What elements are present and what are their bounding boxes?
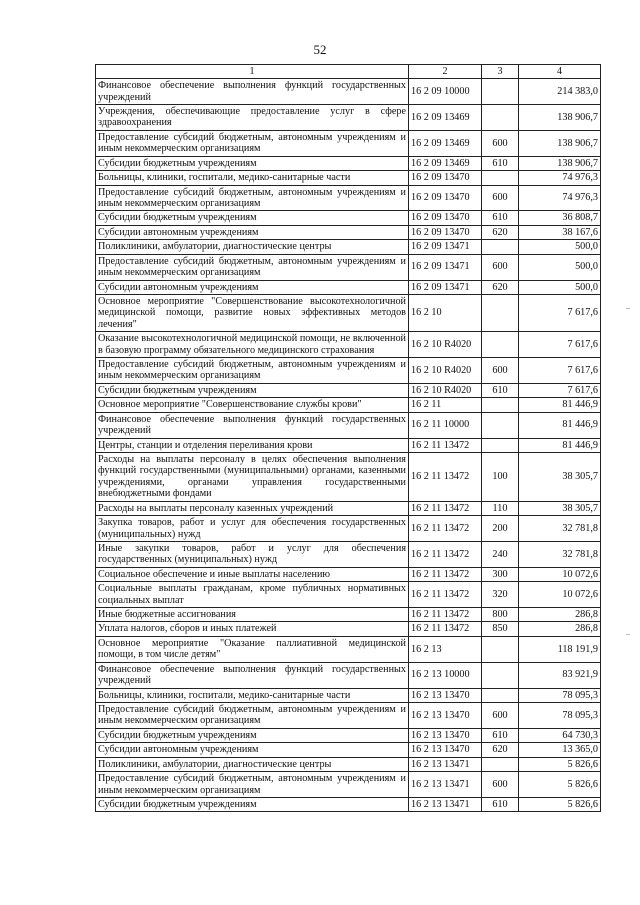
row-name: Финансовое обеспечение выполнения функций государственных учреждений bbox=[96, 662, 409, 688]
table-row bbox=[96, 332, 601, 358]
row-expense-type bbox=[482, 412, 519, 438]
row-amount: 286,8 bbox=[519, 608, 601, 622]
row-expense-type: 610 bbox=[482, 211, 519, 225]
table-row bbox=[96, 516, 601, 542]
row-code: 16 2 09 13471 bbox=[409, 254, 482, 280]
row-name: Закупка товаров, работ и услуг для обеспечения государственных (муниципальных) нужд bbox=[96, 516, 409, 542]
row-code: 16 2 13 bbox=[409, 636, 482, 662]
row-expense-type: 620 bbox=[482, 280, 519, 294]
row-expense-type: 850 bbox=[482, 622, 519, 636]
row-expense-type: 620 bbox=[482, 225, 519, 239]
row-code: 16 2 11 10000 bbox=[409, 412, 482, 438]
row-name: Учреждения, обеспечивающие предоставление услуг в сфере здравоохранения bbox=[96, 105, 409, 131]
row-code: 16 2 11 13472 bbox=[409, 438, 482, 452]
row-expense-type bbox=[482, 636, 519, 662]
row-amount: 36 808,7 bbox=[519, 211, 601, 225]
row-code: 16 2 10 R4020 bbox=[409, 332, 482, 358]
row-amount: 74 976,3 bbox=[519, 185, 601, 211]
table-row bbox=[96, 211, 601, 225]
row-amount: 81 446,9 bbox=[519, 438, 601, 452]
table-row bbox=[96, 703, 601, 729]
row-code: 16 2 11 13472 bbox=[409, 516, 482, 542]
table-row bbox=[96, 398, 601, 412]
row-code: 16 2 11 13472 bbox=[409, 608, 482, 622]
column-header-1: 1 bbox=[96, 65, 409, 79]
row-amount: 7 617,6 bbox=[519, 383, 601, 397]
table-row bbox=[96, 743, 601, 757]
table-row bbox=[96, 662, 601, 688]
table-row bbox=[96, 608, 601, 622]
header-row bbox=[96, 65, 601, 79]
table-row bbox=[96, 582, 601, 608]
table-row bbox=[96, 156, 601, 170]
table-row bbox=[96, 358, 601, 384]
row-code: 16 2 11 13472 bbox=[409, 453, 482, 502]
row-amount: 78 095,3 bbox=[519, 703, 601, 729]
row-expense-type: 300 bbox=[482, 567, 519, 581]
row-code: 16 2 13 13470 bbox=[409, 703, 482, 729]
row-name: Предоставление субсидий бюджетным, автономным учреждениям и иным некоммерческим организациям bbox=[96, 254, 409, 280]
row-amount: 10 072,6 bbox=[519, 567, 601, 581]
row-amount: 38 167,6 bbox=[519, 225, 601, 239]
row-expense-type: 320 bbox=[482, 582, 519, 608]
row-name: Субсидии бюджетным учреждениям bbox=[96, 383, 409, 397]
row-code: 16 2 10 R4020 bbox=[409, 358, 482, 384]
table-row bbox=[96, 280, 601, 294]
row-expense-type: 100 bbox=[482, 453, 519, 502]
row-expense-type: 600 bbox=[482, 703, 519, 729]
row-code: 16 2 13 13470 bbox=[409, 743, 482, 757]
row-code: 16 2 09 13469 bbox=[409, 156, 482, 170]
row-name: Основное мероприятие "Совершенствование высокотехнологичной медицинской помощи, развитие новых эффективных методов лечения" bbox=[96, 294, 409, 331]
budget-table bbox=[95, 64, 601, 812]
table-row bbox=[96, 105, 601, 131]
table-row bbox=[96, 567, 601, 581]
row-amount: 13 365,0 bbox=[519, 743, 601, 757]
row-expense-type bbox=[482, 662, 519, 688]
row-name: Поликлиники, амбулатории, диагностические центры bbox=[96, 240, 409, 254]
row-expense-type: 620 bbox=[482, 743, 519, 757]
row-amount: 38 305,7 bbox=[519, 453, 601, 502]
row-name: Субсидии бюджетным учреждениям bbox=[96, 797, 409, 811]
row-expense-type: 600 bbox=[482, 772, 519, 798]
row-code: 16 2 11 13472 bbox=[409, 622, 482, 636]
table-row bbox=[96, 438, 601, 452]
table-row bbox=[96, 541, 601, 567]
row-amount: 214 383,0 bbox=[519, 79, 601, 105]
row-name: Уплата налогов, сборов и иных платежей bbox=[96, 622, 409, 636]
row-expense-type bbox=[482, 105, 519, 131]
column-header-2: 2 bbox=[409, 65, 482, 79]
table-row bbox=[96, 130, 601, 156]
row-expense-type: 800 bbox=[482, 608, 519, 622]
row-amount: 138 906,7 bbox=[519, 156, 601, 170]
row-name: Субсидии бюджетным учреждениям bbox=[96, 728, 409, 742]
row-name: Предоставление субсидий бюджетным, автономным учреждениям и иным некоммерческим организациям bbox=[96, 703, 409, 729]
row-amount: 81 446,9 bbox=[519, 412, 601, 438]
row-name: Расходы на выплаты персоналу в целях обеспечения выполнения функций государственными (муниципальными) органами, казенными учреждениями, органами управления государственными внебюджетными фондами bbox=[96, 453, 409, 502]
row-name: Субсидии автономным учреждениям bbox=[96, 743, 409, 757]
row-name: Субсидии автономным учреждениям bbox=[96, 225, 409, 239]
table-row bbox=[96, 622, 601, 636]
row-code: 16 2 09 13470 bbox=[409, 171, 482, 185]
row-expense-type: 240 bbox=[482, 541, 519, 567]
row-expense-type: 610 bbox=[482, 156, 519, 170]
row-expense-type bbox=[482, 240, 519, 254]
table-row bbox=[96, 294, 601, 331]
row-expense-type: 600 bbox=[482, 358, 519, 384]
table-row bbox=[96, 688, 601, 702]
row-amount: 7 617,6 bbox=[519, 358, 601, 384]
row-name: Основное мероприятие "Оказание паллиативной медицинской помощи, в том числе детям" bbox=[96, 636, 409, 662]
row-name: Социальные выплаты гражданам, кроме публичных нормативных социальных выплат bbox=[96, 582, 409, 608]
row-amount: 38 305,7 bbox=[519, 501, 601, 515]
row-name: Субсидии бюджетным учреждениям bbox=[96, 156, 409, 170]
row-amount: 138 906,7 bbox=[519, 105, 601, 131]
row-amount: 5 826,6 bbox=[519, 772, 601, 798]
row-amount: 7 617,6 bbox=[519, 294, 601, 331]
row-expense-type bbox=[482, 332, 519, 358]
table-row bbox=[96, 240, 601, 254]
table-row bbox=[96, 728, 601, 742]
row-code: 16 2 09 13471 bbox=[409, 280, 482, 294]
row-code: 16 2 13 13471 bbox=[409, 757, 482, 771]
row-name: Расходы на выплаты персоналу казенных учреждений bbox=[96, 501, 409, 515]
row-expense-type: 110 bbox=[482, 501, 519, 515]
row-name: Финансовое обеспечение выполнения функций государственных учреждений bbox=[96, 412, 409, 438]
row-code: 16 2 09 10000 bbox=[409, 79, 482, 105]
row-name: Социальное обеспечение и иные выплаты населению bbox=[96, 567, 409, 581]
table-row bbox=[96, 772, 601, 798]
table-row bbox=[96, 254, 601, 280]
row-expense-type bbox=[482, 757, 519, 771]
table-row bbox=[96, 453, 601, 502]
row-name: Иные бюджетные ассигнования bbox=[96, 608, 409, 622]
row-name: Иные закупки товаров, работ и услуг для обеспечения государственных (муниципальных) нужд bbox=[96, 541, 409, 567]
row-name: Предоставление субсидий бюджетным, автономным учреждениям и иным некоммерческим организациям bbox=[96, 772, 409, 798]
row-expense-type bbox=[482, 398, 519, 412]
row-amount: 81 446,9 bbox=[519, 398, 601, 412]
row-code: 16 2 11 13472 bbox=[409, 501, 482, 515]
row-code: 16 2 13 13471 bbox=[409, 797, 482, 811]
row-code: 16 2 09 13470 bbox=[409, 225, 482, 239]
table-row bbox=[96, 185, 601, 211]
row-name: Больницы, клиники, госпитали, медико-санитарные части bbox=[96, 171, 409, 185]
row-name: Оказание высокотехнологичной медицинской помощи, не включенной в базовую программу обязательного медицинского страхования bbox=[96, 332, 409, 358]
row-expense-type: 600 bbox=[482, 254, 519, 280]
row-amount: 5 826,6 bbox=[519, 797, 601, 811]
row-name: Поликлиники, амбулатории, диагностические центры bbox=[96, 757, 409, 771]
row-amount: 83 921,9 bbox=[519, 662, 601, 688]
row-expense-type: 200 bbox=[482, 516, 519, 542]
row-name: Субсидии автономным учреждениям bbox=[96, 280, 409, 294]
row-amount: 286,8 bbox=[519, 622, 601, 636]
row-name: Финансовое обеспечение выполнения функций государственных учреждений bbox=[96, 79, 409, 105]
table-row bbox=[96, 757, 601, 771]
row-expense-type: 600 bbox=[482, 130, 519, 156]
row-expense-type: 610 bbox=[482, 797, 519, 811]
row-name: Предоставление субсидий бюджетным, автономным учреждениям и иным некоммерческим организациям bbox=[96, 130, 409, 156]
scan-mark bbox=[626, 634, 630, 635]
table-row bbox=[96, 412, 601, 438]
table-row bbox=[96, 636, 601, 662]
column-header-3: 3 bbox=[482, 65, 519, 79]
scan-mark bbox=[626, 308, 630, 309]
row-code: 16 2 09 13469 bbox=[409, 130, 482, 156]
row-expense-type bbox=[482, 688, 519, 702]
row-name: Предоставление субсидий бюджетным, автономным учреждениям и иным некоммерческим организациям bbox=[96, 185, 409, 211]
page-number: 52 bbox=[313, 42, 327, 57]
row-expense-type: 600 bbox=[482, 185, 519, 211]
row-code: 16 2 11 bbox=[409, 398, 482, 412]
row-amount: 500,0 bbox=[519, 280, 601, 294]
row-name: Предоставление субсидий бюджетным, автономным учреждениям и иным некоммерческим организациям bbox=[96, 358, 409, 384]
row-code: 16 2 11 13472 bbox=[409, 567, 482, 581]
row-code: 16 2 10 R4020 bbox=[409, 383, 482, 397]
row-amount: 32 781,8 bbox=[519, 516, 601, 542]
row-amount: 7 617,6 bbox=[519, 332, 601, 358]
row-expense-type: 610 bbox=[482, 383, 519, 397]
row-code: 16 2 13 13470 bbox=[409, 728, 482, 742]
row-amount: 5 826,6 bbox=[519, 757, 601, 771]
row-amount: 32 781,8 bbox=[519, 541, 601, 567]
row-name: Центры, станции и отделения переливания крови bbox=[96, 438, 409, 452]
row-amount: 118 191,9 bbox=[519, 636, 601, 662]
row-expense-type bbox=[482, 79, 519, 105]
row-code: 16 2 09 13470 bbox=[409, 211, 482, 225]
row-amount: 500,0 bbox=[519, 254, 601, 280]
row-amount: 74 976,3 bbox=[519, 171, 601, 185]
table-row bbox=[96, 383, 601, 397]
row-amount: 64 730,3 bbox=[519, 728, 601, 742]
column-header-4: 4 bbox=[519, 65, 601, 79]
row-expense-type bbox=[482, 171, 519, 185]
row-code: 16 2 13 13471 bbox=[409, 772, 482, 798]
row-code: 16 2 09 13470 bbox=[409, 185, 482, 211]
row-name: Субсидии бюджетным учреждениям bbox=[96, 211, 409, 225]
row-amount: 500,0 bbox=[519, 240, 601, 254]
row-amount: 78 095,3 bbox=[519, 688, 601, 702]
row-expense-type bbox=[482, 438, 519, 452]
row-code: 16 2 10 bbox=[409, 294, 482, 331]
table-row bbox=[96, 225, 601, 239]
row-code: 16 2 09 13469 bbox=[409, 105, 482, 131]
table-row bbox=[96, 797, 601, 811]
row-code: 16 2 13 13470 bbox=[409, 688, 482, 702]
row-code: 16 2 11 13472 bbox=[409, 582, 482, 608]
row-name: Основное мероприятие "Совершенствование службы крови" bbox=[96, 398, 409, 412]
table-row bbox=[96, 79, 601, 105]
row-expense-type: 610 bbox=[482, 728, 519, 742]
row-code: 16 2 13 10000 bbox=[409, 662, 482, 688]
row-code: 16 2 09 13471 bbox=[409, 240, 482, 254]
row-amount: 138 906,7 bbox=[519, 130, 601, 156]
table-row bbox=[96, 501, 601, 515]
table-row bbox=[96, 171, 601, 185]
row-name: Больницы, клиники, госпитали, медико-санитарные части bbox=[96, 688, 409, 702]
row-code: 16 2 11 13472 bbox=[409, 541, 482, 567]
row-amount: 10 072,6 bbox=[519, 582, 601, 608]
row-expense-type bbox=[482, 294, 519, 331]
